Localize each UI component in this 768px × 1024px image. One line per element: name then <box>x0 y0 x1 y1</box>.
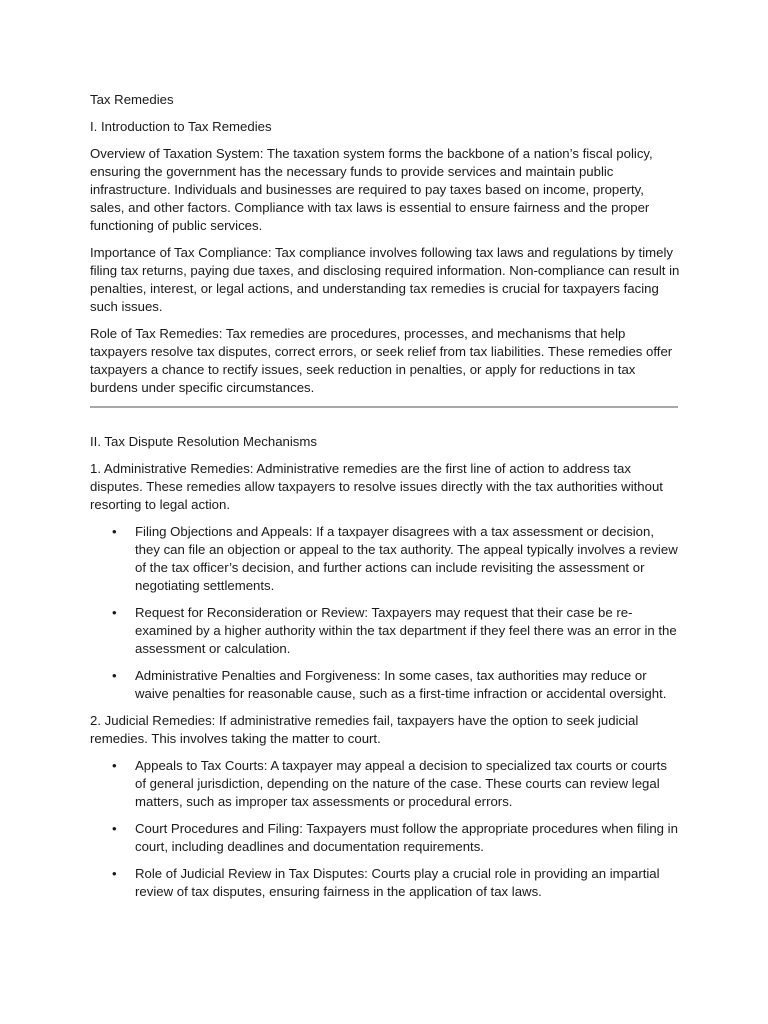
list-item-text: Role of Judicial Review in Tax Disputes: Courts play a crucial role in providing an impartial review of tax disputes, ensuring fairness in the application of tax laws. <box>135 866 660 899</box>
list-item <box>90 865 680 901</box>
list-item <box>90 604 680 658</box>
bullet-icon: • <box>112 668 117 683</box>
administrative-remedies-list <box>90 523 680 703</box>
paragraph-overview-of-taxation: Overview of Taxation System: The taxation system forms the backbone of a nation’s fiscal policy, ensuring the government has the necessary funds to provide services and maintain public infrastructure. Individuals and businesses are required to pay taxes based on income, property, sales, and other factors. Compliance with tax laws is essential to ensure fairness and the proper functioning of public services. <box>90 146 653 233</box>
bullet-icon: • <box>112 758 117 773</box>
section-heading-introduction: I. Introduction to Tax Remedies <box>90 119 272 134</box>
horizontal-divider <box>90 406 678 408</box>
list-item <box>90 667 680 703</box>
list-item-text: Filing Objections and Appeals: If a taxpayer disagrees with a tax assessment or decision, they can file an objection or appeal to the tax authority. The appeal typically involves a review of the tax officer’s decision, and further actions can include revisiting the assessment or negotiating settlements. <box>135 524 678 593</box>
list-item-text: Court Procedures and Filing: Taxpayers must follow the appropriate procedures when filing in court, including deadlines and documentation requirements. <box>135 821 678 854</box>
list-item-text: Request for Reconsideration or Review: Taxpayers may request that their case be re-examined by a higher authority within the tax department if they feel there was an error in the assessment or calculation. <box>135 605 677 656</box>
paragraph-role-of-tax-remedies: Role of Tax Remedies: Tax remedies are procedures, processes, and mechanisms that help taxpayers resolve tax disputes, correct errors, or seek relief from tax liabilities. These remedies offer taxpayers a chance to rectify issues, seek reduction in penalties, or apply for reductions in tax burdens under specific circumstances. <box>90 326 673 395</box>
section-heading-dispute-resolution: II. Tax Dispute Resolution Mechanisms <box>90 434 317 449</box>
bullet-icon: • <box>112 524 117 539</box>
list-item-text: Administrative Penalties and Forgiveness: In some cases, tax authorities may reduce or waive penalties for reasonable cause, such as a first-time infraction or accidental oversight. <box>135 668 667 701</box>
bullet-icon: • <box>112 605 117 620</box>
list-item <box>90 820 680 856</box>
list-item <box>90 757 680 811</box>
list-item-text: Appeals to Tax Courts: A taxpayer may appeal a decision to specialized tax courts or courts of general jurisdiction, depending on the nature of the case. These courts can review legal matters, such as improper tax assessments or procedural errors. <box>135 758 667 809</box>
document-page <box>90 91 680 910</box>
paragraph-administrative-remedies: 1. Administrative Remedies: Administrative remedies are the first line of action to address tax disputes. These remedies allow taxpayers to resolve issues directly with the tax authorities without resorting to legal action. <box>90 461 663 512</box>
bullet-icon: • <box>112 821 117 836</box>
bullet-icon: • <box>112 866 117 881</box>
paragraph-importance-of-compliance: Importance of Tax Compliance: Tax compliance involves following tax laws and regulations by timely filing tax returns, paying due taxes, and disclosing required information. Non-compliance can result in penalties, interest, or legal actions, and understanding tax remedies is crucial for taxpayers facing such issues. <box>90 245 680 314</box>
paragraph-judicial-remedies: 2. Judicial Remedies: If administrative remedies fail, taxpayers have the option to seek judicial remedies. This involves taking the matter to court. <box>90 713 639 746</box>
document-title: Tax Remedies <box>90 92 174 107</box>
list-item <box>90 523 680 595</box>
judicial-remedies-list <box>90 757 680 901</box>
